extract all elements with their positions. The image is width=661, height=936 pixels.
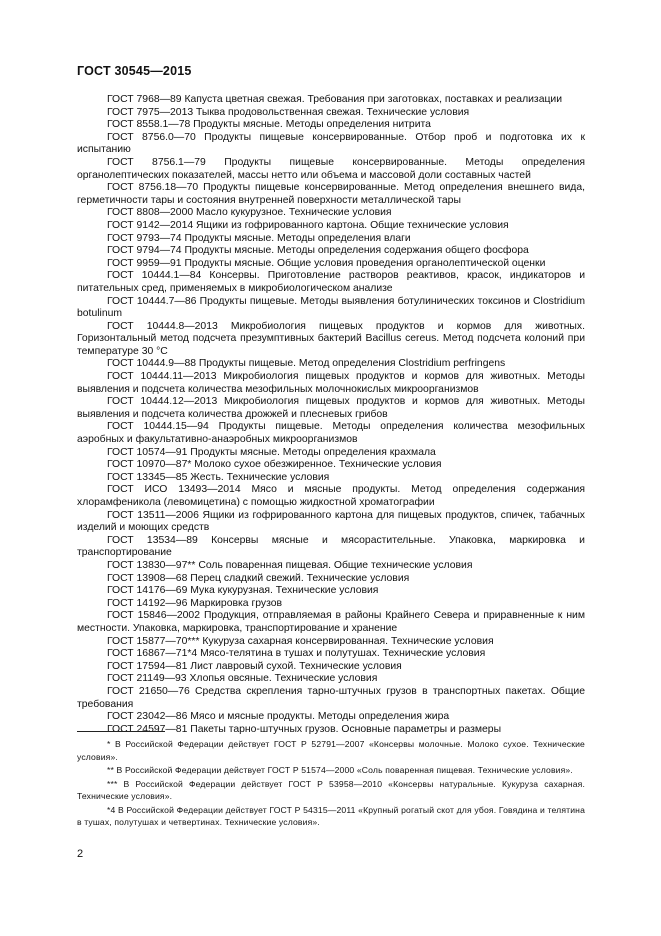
reference-item: ГОСТ 8808—2000 Масло кукурузное. Технические условия (107, 207, 392, 219)
reference-item: ГОСТ 9794—74 Продукты мясные. Методы определения содержания общего фосфора (107, 245, 529, 257)
reference-item: ГОСТ 10444.11—2013 Микробиология пищевых продуктов и кормов для животных. Методы выявления и подсчета количества мезофильных молочнокислых микроорганизмов (77, 371, 585, 395)
reference-item: ГОСТ 8756.1—79 Продукты пищевые консервированные. Методы определения органолептических показателей, массы нетто или объема и массовой доли составных частей (77, 156, 585, 181)
reference-item: ГОСТ 21650—76 Средства скрепления тарно-штучных грузов в транспортных пакетах. Общие требования (77, 685, 585, 710)
reference-item: ГОСТ 13511—2006 Ящики из гофрированного картона для пищевых продуктов, спичек, табачных изделий и моющих средств (77, 509, 585, 534)
reference-item: ГОСТ 8558.1—78 Продукты мясные. Методы определения нитрита (107, 119, 431, 131)
reference-item: ГОСТ 15846—2002 Продукция, отправляемая в районы Крайнего Севера и приравненные к ним местности. Упаковка, маркировка, транспортирование и хранение (77, 610, 585, 634)
footnote: *4 В Российской Федерации действует ГОСТ Р 54315—2011 «Крупный рогатый скот для убоя. Говядина и телятина в тушах, полутушах и четвертинах. Технические условия». (77, 804, 585, 827)
footnote: * В Российской Федерации действует ГОСТ Р 52791—2007 «Консервы молочные. Молоко сухое. Технические условия». (77, 739, 585, 762)
reference-item: ГОСТ 10970—87* Молоко сухое обезжиренное. Технические условия (107, 459, 442, 471)
footnote-divider (77, 731, 165, 732)
reference-item: ГОСТ 13345—85 Жесть. Технические условия (107, 471, 330, 483)
reference-item: ГОСТ 9959—91 Продукты мясные. Общие условия проведения органолептической оценки (107, 257, 546, 269)
footnotes (77, 738, 585, 830)
reference-item: ГОСТ 8756.18—70 Продукты пищевые консервированные. Метод определения внешнего вида, герметичности тары и состояния внутренней поверхности металлической тары (77, 182, 585, 206)
reference-item: ГОСТ 13908—68 Перец сладкий свежий. Технические условия (107, 572, 410, 584)
reference-item: ГОСТ 10444.8—2013 Микробиология пищевых продуктов и кормов для животных. Горизонтальный метод подсчета презумптивных бактерий Bacillus cereus. Метод подсчета колоний при температуре 30 °С (77, 320, 585, 357)
reference-item: ГОСТ 13534—89 Консервы мясные и мясорастительные. Упаковка, маркировка и транспортирование (77, 534, 585, 559)
reference-item: ГОСТ 14192—96 Маркировка грузов (107, 597, 283, 609)
reference-item: ГОСТ 9793—74 Продукты мясные. Методы определения влаги (107, 232, 411, 244)
reference-item: ГОСТ 14176—69 Мука кукурузная. Технические условия (107, 585, 379, 597)
reference-item: ГОСТ 15877—70*** Кукуруза сахарная консервированная. Технические условия (107, 635, 494, 647)
reference-item: ГОСТ 10444.9—88 Продукты пищевые. Метод определения Clostridium perfringens (107, 358, 506, 370)
reference-item: ГОСТ 13830—97** Соль поваренная пищевая. Общие технические условия (107, 559, 473, 571)
footnote: *** В Российской Федерации действует ГОСТ Р 53958—2010 «Консервы натуральные. Кукуруза сахарная. Технические условия». (77, 778, 585, 801)
reference-item: ГОСТ 9142—2014 Ящики из гофрированного картона. Общие технические условия (107, 219, 509, 231)
reference-item: ГОСТ 10444.1—84 Консервы. Приготовление растворов реактивов, красок, индикаторов и питательных сред, применяемых в микробиологическом анализе (77, 270, 585, 294)
reference-item: ГОСТ 17594—81 Лист лавровый сухой. Технические условия (107, 660, 402, 672)
footnote: ** В Российской Федерации действует ГОСТ Р 51574—2000 «Соль поваренная пищевая. Технические условия». (107, 765, 573, 775)
reference-item: ГОСТ ИСО 13493—2014 Мясо и мясные продукты. Метод определения содержания хлорамфеникола (левомицетина) с помощью жидкостной хроматографии (77, 484, 585, 508)
reference-list (77, 94, 585, 736)
reference-item: ГОСТ 10574—91 Продукты мясные. Методы определения крахмала (107, 446, 436, 458)
reference-item: ГОСТ 10444.12—2013 Микробиология пищевых продуктов и кормов для животных. Методы выявления и подсчета количества дрожжей и плесневых грибов (77, 396, 585, 420)
reference-item: ГОСТ 7975—2013 Тыква продовольственная свежая. Технические условия (107, 106, 470, 118)
reference-item: ГОСТ 16867—71*4 Мясо-телятина в тушах и полутушах. Технические условия (107, 648, 486, 660)
reference-item: ГОСТ 21149—93 Хлопья овсяные. Технические условия (107, 673, 378, 685)
reference-item: ГОСТ 10444.15—94 Продукты пищевые. Методы определения количества мезофильных аэробных и факультативно-анаэробных микроорганизмов (77, 421, 585, 446)
page-number: 2 (77, 848, 84, 860)
reference-item: ГОСТ 23042—86 Мясо и мясные продукты. Методы определения жира (107, 711, 450, 723)
page-header: ГОСТ 30545—2015 (77, 64, 192, 78)
reference-item: ГОСТ 7968—89 Капуста цветная свежая. Требования при заготовках, поставках и реализации (107, 94, 563, 105)
reference-item: ГОСТ 8756.0—70 Продукты пищевые консервированные. Отбор проб и подготовка их к испытанию (77, 131, 585, 156)
reference-item: ГОСТ 10444.7—86 Продукты пищевые. Методы выявления ботулинических токсинов и Clostridium botulinum (77, 295, 585, 320)
reference-item: ГОСТ 24597—81 Пакеты тарно-штучных грузов. Основные параметры и размеры (107, 723, 502, 735)
